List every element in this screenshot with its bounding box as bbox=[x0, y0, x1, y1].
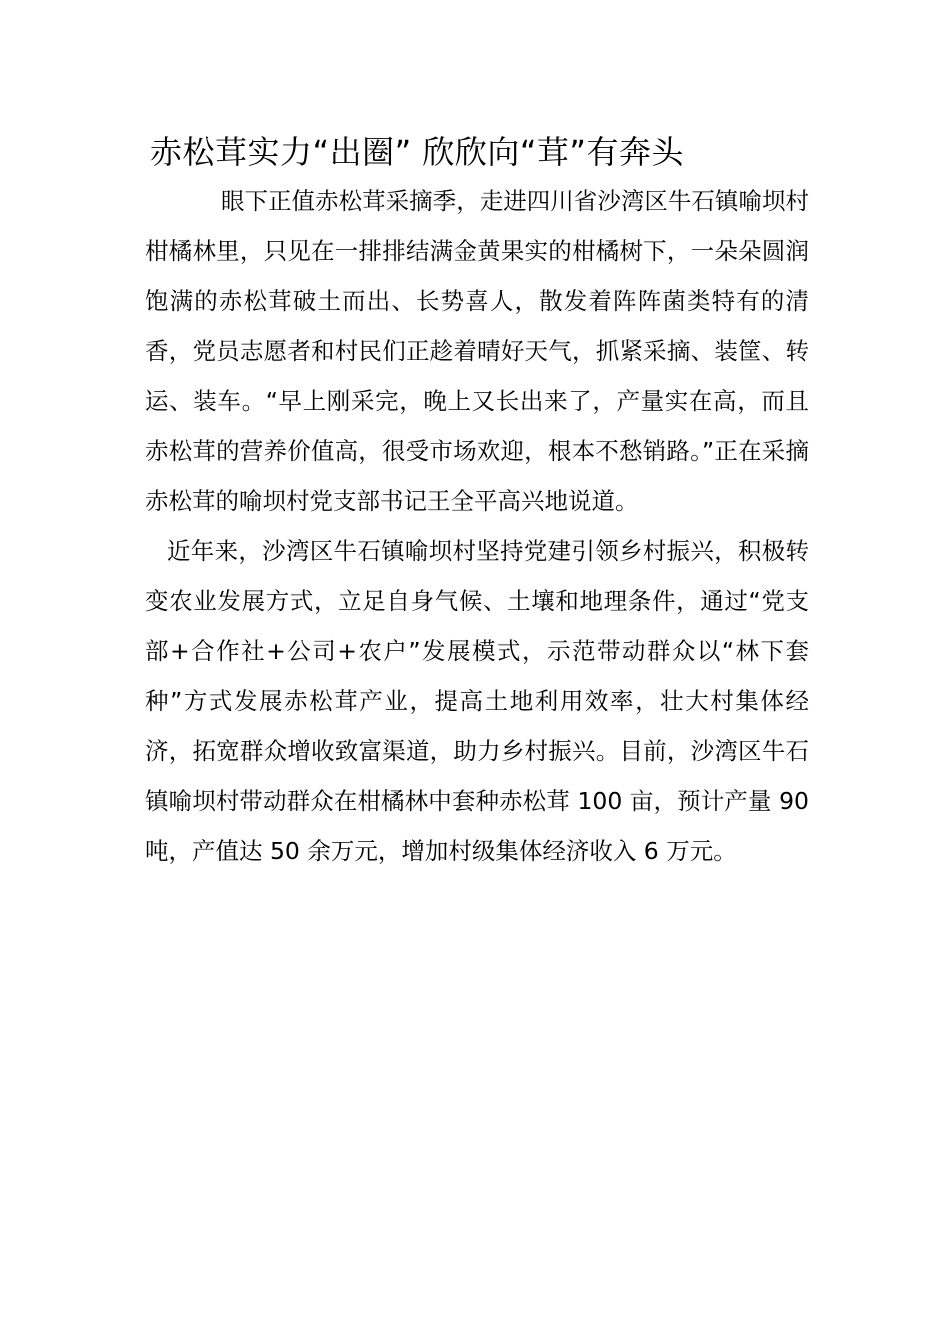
paragraph-1: 眼下正值赤松茸采摘季，走进四川省沙湾区牛石镇喻坝村柑橘林里，只见在一排排结满金黄果实的柑橘树下，一朵朵圆润饱满的赤松茸破土而出、长势喜人，散发着阵阵菌类特有的清香，党员志愿者和村民们正趁着晴好天气，抓紧采摘、装筐、转运、装车。“早上刚采完，晚上又长出来了，产量实在高，而且赤松茸的营养价值高，很受市场欢迎，根本不愁销路。”正在采摘赤松茸的喻坝村党支部书记王全平高兴地说道。 bbox=[145, 187, 809, 515]
article-title: 赤松茸实力“出圈” 欣欣向“茸”有奔头 bbox=[150, 133, 684, 171]
article-body bbox=[145, 176, 809, 876]
paragraph-2: 近年来，沙湾区牛石镇喻坝村坚持党建引领乡村振兴，积极转变农业发展方式，立足自身气候、土壤和地理条件，通过“党支部+合作社+公司+农户”发展模式，示范带动群众以“林下套种”方式发展赤松茸产业，提高土地利用效率，壮大村集体经济，拓宽群众增收致富渠道，助力乡村振兴。目前，沙湾区牛石镇喻坝村带动群众在柑橘林中套种赤松茸 100 亩，预计产量 90 吨，产值达 50 余万元，增加村级集体经济收入 6 万元。 bbox=[145, 537, 809, 865]
